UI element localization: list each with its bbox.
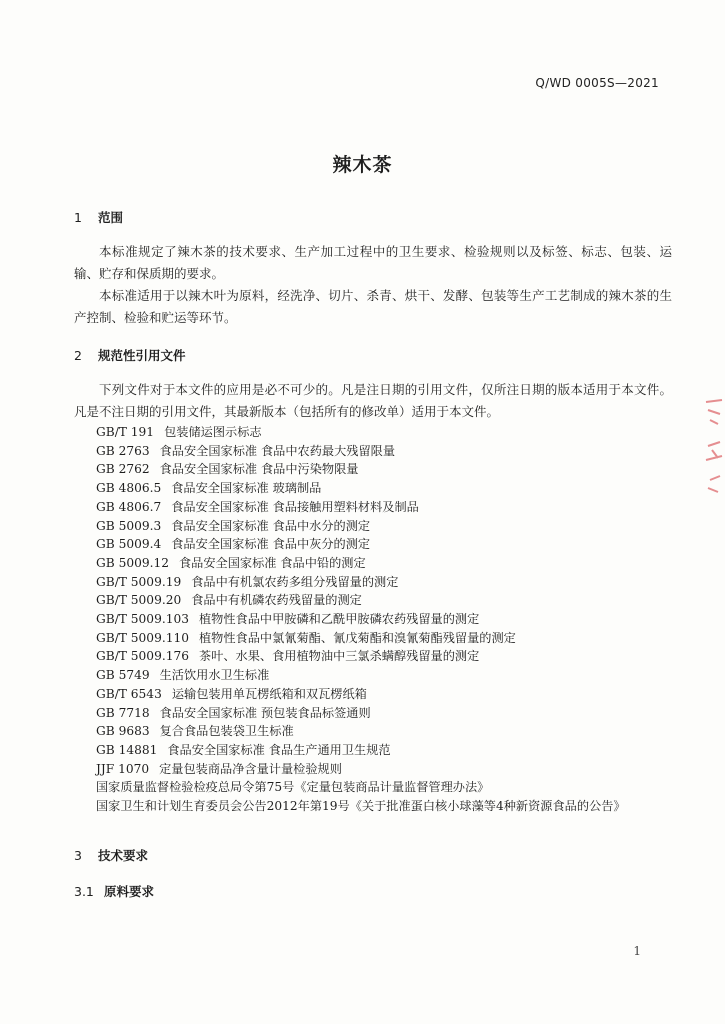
reference-title: 包装储运图示标志 (164, 425, 262, 439)
reference-title: 食品中有机磷农药残留量的测定 (191, 593, 362, 608)
reference-title: 国家质量监督检验检疫总局令第75号《定量包装商品计量监督管理办法》 (96, 780, 490, 795)
reference-item (96, 685, 686, 704)
reference-title: 食品中有机氯农药多组分残留量的测定 (191, 574, 399, 589)
document-title: 辣木茶 (332, 154, 393, 176)
document-code: Q/WD 0005S—2021 (535, 76, 659, 90)
reference-title: 食品安全国家标准 食品中水分的测定 (171, 518, 371, 533)
reference-title: 食品安全国家标准 食品中污染物限量 (159, 462, 359, 477)
scope-paragraph-1: 本标准规定了辣木茶的技术要求、生产加工过程中的卫生要求、检验规则以及标签、标志、包装、运输、贮存和保质期的要求。 (74, 244, 672, 281)
reference-title: 定量包装商品净含量计量检验规则 (159, 761, 342, 776)
reference-item (96, 610, 686, 629)
section-title: 技术要求 (98, 848, 149, 863)
reference-item (96, 741, 686, 760)
reference-title: 食品安全国家标准 食品接触用塑料材料及制品 (171, 499, 419, 514)
reference-item (96, 535, 686, 554)
section-number: 1 (74, 210, 82, 225)
reference-title: 复合食品包装袋卫生标准 (159, 724, 294, 739)
section-1-heading (74, 208, 123, 226)
reference-code: GB 7718 (96, 705, 150, 720)
reference-item (96, 797, 686, 816)
reference-code: GB 5009.3 (96, 518, 162, 533)
reference-title: 食品安全国家标准 预包装食品标签通则 (159, 705, 371, 720)
reference-code: GB 5009.4 (96, 537, 162, 552)
reference-item (96, 591, 686, 610)
reference-code: GB/T 5009.176 (96, 649, 189, 664)
reference-code: JJF 1070 (96, 761, 150, 776)
reference-title: 运输包装用单瓦楞纸箱和双瓦楞纸箱 (171, 686, 367, 701)
section-3-1-heading (74, 882, 154, 900)
reference-title: 食品安全国家标准 食品中铅的测定 (178, 555, 366, 570)
reference-title: 植物性食品中氯氰菊酯、氰戊菊酯和溴氰菊酯残留量的测定 (198, 630, 516, 645)
reference-code: GB 2762 (96, 462, 150, 477)
red-seal-stamp-fragment (700, 390, 725, 500)
reference-title: 茶叶、水果、食用植物油中三氯杀螨醇残留量的测定 (198, 649, 480, 664)
section-number: 3.1 (74, 884, 94, 899)
section-title: 规范性引用文件 (98, 348, 186, 363)
reference-title: 食品安全国家标准 玻璃制品 (171, 481, 322, 496)
reference-code: GB 4806.5 (96, 481, 162, 496)
reference-title: 食品安全国家标准 食品生产通用卫生规范 (167, 742, 391, 757)
reference-code: GB 9683 (96, 724, 150, 739)
reference-item (96, 647, 686, 666)
reference-code: GB 5009.12 (96, 555, 169, 570)
page-number: 1 (633, 944, 641, 958)
section-2-heading (74, 346, 186, 364)
section-title: 范围 (98, 210, 124, 225)
reference-item (96, 517, 686, 536)
reference-title: 食品安全国家标准 食品中灰分的测定 (171, 537, 371, 552)
reference-code: GB 5749 (96, 668, 150, 683)
reference-item (96, 629, 686, 648)
section-title: 原料要求 (104, 884, 155, 899)
reference-code: GB/T 5009.110 (96, 630, 189, 645)
scope-paragraph-2: 本标准适用于以辣木叶为原料，经洗净、切片、杀青、烘干、发酵、包装等生产工艺制成的辣木茶的生产控制、检验和贮运等环节。 (74, 288, 672, 325)
section-number: 3 (74, 848, 82, 863)
reference-item (96, 479, 686, 498)
reference-code: GB 4806.7 (96, 499, 162, 514)
reference-item (96, 666, 686, 685)
reference-item (96, 760, 686, 779)
reference-code: GB/T 191 (96, 425, 155, 439)
reference-code: GB 14881 (96, 742, 158, 757)
references-intro: 下列文件对于本文件的应用是必不可少的。凡是注日期的引用文件，仅所注日期的版本适用于本文件。凡是不注日期的引用文件，其最新版本（包括所有的修改单）适用于本文件。 (74, 382, 672, 419)
reference-item (96, 423, 686, 442)
reference-code: GB/T 5009.20 (96, 593, 182, 608)
reference-list (96, 423, 686, 816)
reference-code: GB/T 5009.103 (96, 612, 189, 627)
reference-code: GB/T 6543 (96, 686, 162, 701)
section-3-heading (74, 846, 148, 864)
reference-item (96, 722, 686, 741)
section-number: 2 (74, 348, 82, 363)
reference-title: 食品安全国家标准 食品中农药最大残留限量 (159, 443, 396, 458)
reference-title: 国家卫生和计划生育委员会公告2012年第19号《关于批准蛋白核小球藻等4种新资源食品的公告》 (96, 799, 626, 814)
reference-item (96, 460, 686, 479)
reference-item (96, 704, 686, 723)
reference-item (96, 498, 686, 517)
reference-code: GB/T 5009.19 (96, 574, 182, 589)
reference-title: 植物性食品中甲胺磷和乙酰甲胺磷农药残留量的测定 (198, 612, 480, 627)
reference-item (96, 778, 686, 797)
reference-item (96, 573, 686, 592)
reference-title: 生活饮用水卫生标准 (159, 668, 270, 683)
reference-item (96, 554, 686, 573)
reference-item (96, 442, 686, 461)
reference-code: GB 2763 (96, 443, 150, 458)
